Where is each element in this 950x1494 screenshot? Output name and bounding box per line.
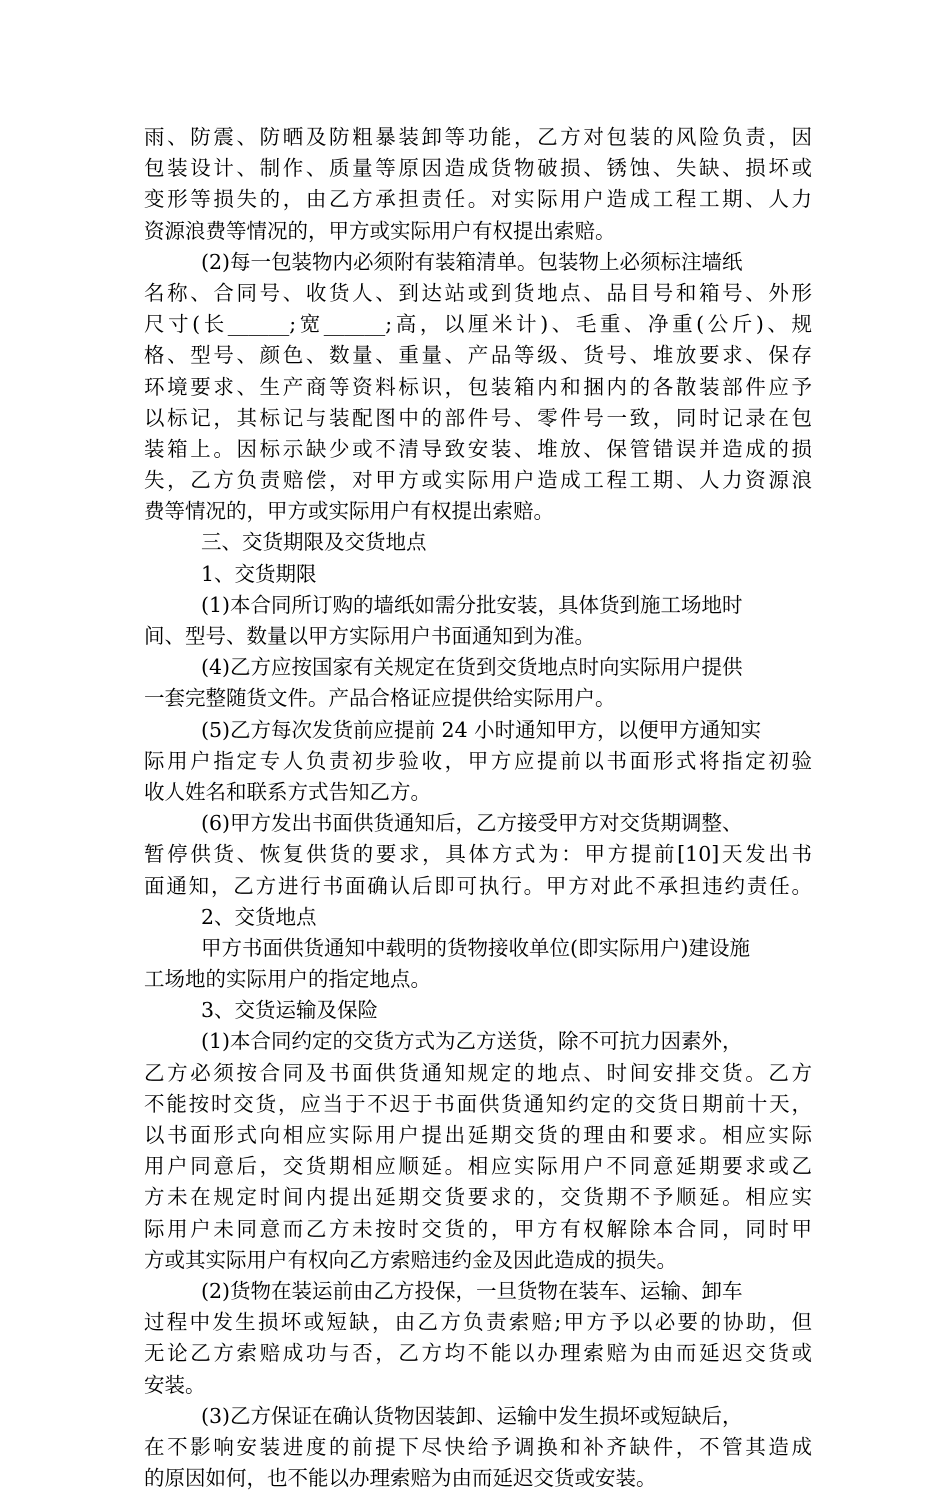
text-line: 的原因如何，也不能以办理索赔为由而延迟交货或安装。: [144, 1466, 657, 1491]
text-line: 方或其实际用户有权向乙方索赔违约金及因此造成的损失。: [144, 1247, 677, 1272]
text-line: (2)每一包装物内必须附有装箱清单。包装物上必须标注墙纸: [201, 249, 743, 274]
text-line: 甲方书面供货通知中载明的货物接收单位(即实际用户)建设施: [201, 935, 750, 960]
text-line: (3)乙方保证在确认货物因装卸、运输中发生损坏或短缺后，: [201, 1403, 743, 1428]
text-line: 不能按时交货，应当于不迟于书面供货通知约定的交货日期前十天，: [144, 1091, 812, 1116]
text-line: 用户同意后，交货期相应顺延。相应实际用户不同意延期要求或乙: [144, 1154, 812, 1179]
text-line: 3、交货运输及保险: [201, 998, 379, 1023]
text-line: 乙方必须按合同及书面供货通知规定的地点、时间安排交货。乙方: [144, 1060, 812, 1085]
text-line: 收人姓名和联系方式告知乙方。: [144, 779, 431, 804]
text-line: 安装。: [144, 1372, 206, 1397]
text-line: 工场地的实际用户的指定地点。: [144, 967, 431, 992]
text-line: 三、交货期限及交货地点: [201, 530, 427, 555]
text-line: 失，乙方负责赔偿，对甲方或实际用户造成工程工期、人力资源浪: [144, 468, 812, 493]
text-line: 在不影响安装进度的前提下尽快给予调换和补齐缺件，不管其造成: [144, 1434, 812, 1459]
text-line: 1、交货期限: [201, 561, 317, 586]
text-line: 方未在规定时间内提出延期交货要求的，交货期不予顺延。相应实: [144, 1185, 812, 1210]
text-line: (4)乙方应按国家有关规定在货到交货地点时向实际用户提供: [201, 655, 743, 680]
text-line: 间、型号、数量以甲方实际用户书面通知到为准。: [144, 624, 595, 648]
text-line: 环境要求、生产商等资料标识，包装箱内和捆内的各散装部件应予: [144, 374, 812, 399]
text-line: (1)本合同所订购的墙纸如需分批安装，具体货到施工场地时: [201, 592, 743, 617]
text-line: (6)甲方发出书面供货通知后，乙方接受甲方对交货期调整、: [201, 811, 743, 836]
document-body: [144, 122, 812, 1494]
text-line: 格、型号、颜色、数量、重量、产品等级、货号、堆放要求、保存: [144, 343, 812, 368]
text-line: 资源浪费等情况的，甲方或实际用户有权提出索赔。: [144, 218, 616, 243]
text-line: 装箱上。因标示缺少或不清导致安装、堆放、保管错误并造成的损: [144, 436, 812, 461]
text-line: (2)货物在装运前由乙方投保，一旦货物在装车、运输、卸车: [201, 1278, 743, 1303]
text-line: 际用户未同意而乙方未按时交货的，甲方有权解除本合同，同时甲: [144, 1216, 812, 1241]
text-line: 雨、防震、防晒及防粗暴装卸等功能，乙方对包装的风险负责，因: [144, 125, 812, 149]
text-line: 包装设计、制作、质量等原因造成货物破损、锈蚀、失缺、损坏或: [144, 156, 812, 181]
text-line: 面通知，乙方进行书面确认后即可执行。甲方对此不承担违约责任。: [144, 873, 812, 898]
text-line: 2、交货地点: [201, 904, 317, 929]
text-line: 过程中发生损坏或短缺，由乙方负责索赔;甲方予以必要的协助，但: [144, 1310, 812, 1335]
text-line: 无论乙方索赔成功与否，乙方均不能以办理索赔为由而延迟交货或: [144, 1341, 812, 1366]
text-line: 尺寸(长______;宽______;高，以厘米计)、毛重、净重(公斤)、规: [144, 312, 812, 337]
text-line: 以书面形式向相应实际用户提出延期交货的理由和要求。相应实际: [144, 1123, 812, 1147]
text-line: 费等情况的，甲方或实际用户有权提出索赔。: [144, 499, 554, 524]
text-line: (5)乙方每次发货前应提前 24 小时通知甲方，以便甲方通知实: [201, 717, 762, 742]
text-line: 一套完整随货文件。产品合格证应提供给实际用户。: [144, 686, 616, 711]
text-line: 暂停供货、恢复供货的要求，具体方式为：甲方提前[10]天发出书: [144, 842, 812, 867]
text-line: 际用户指定专人负责初步验收，甲方应提前以书面形式将指定初验: [144, 748, 812, 773]
text-line: 以标记，其标记与装配图中的部件号、零件号一致，同时记录在包: [144, 405, 812, 430]
text-line: 变形等损失的，由乙方承担责任。对实际用户造成工程工期、人力: [144, 187, 812, 212]
text-line: (1)本合同约定的交货方式为乙方送货，除不可抗力因素外，: [201, 1029, 743, 1054]
text-line: 名称、合同号、收货人、到达站或到货地点、品目号和箱号、外形: [144, 280, 812, 305]
